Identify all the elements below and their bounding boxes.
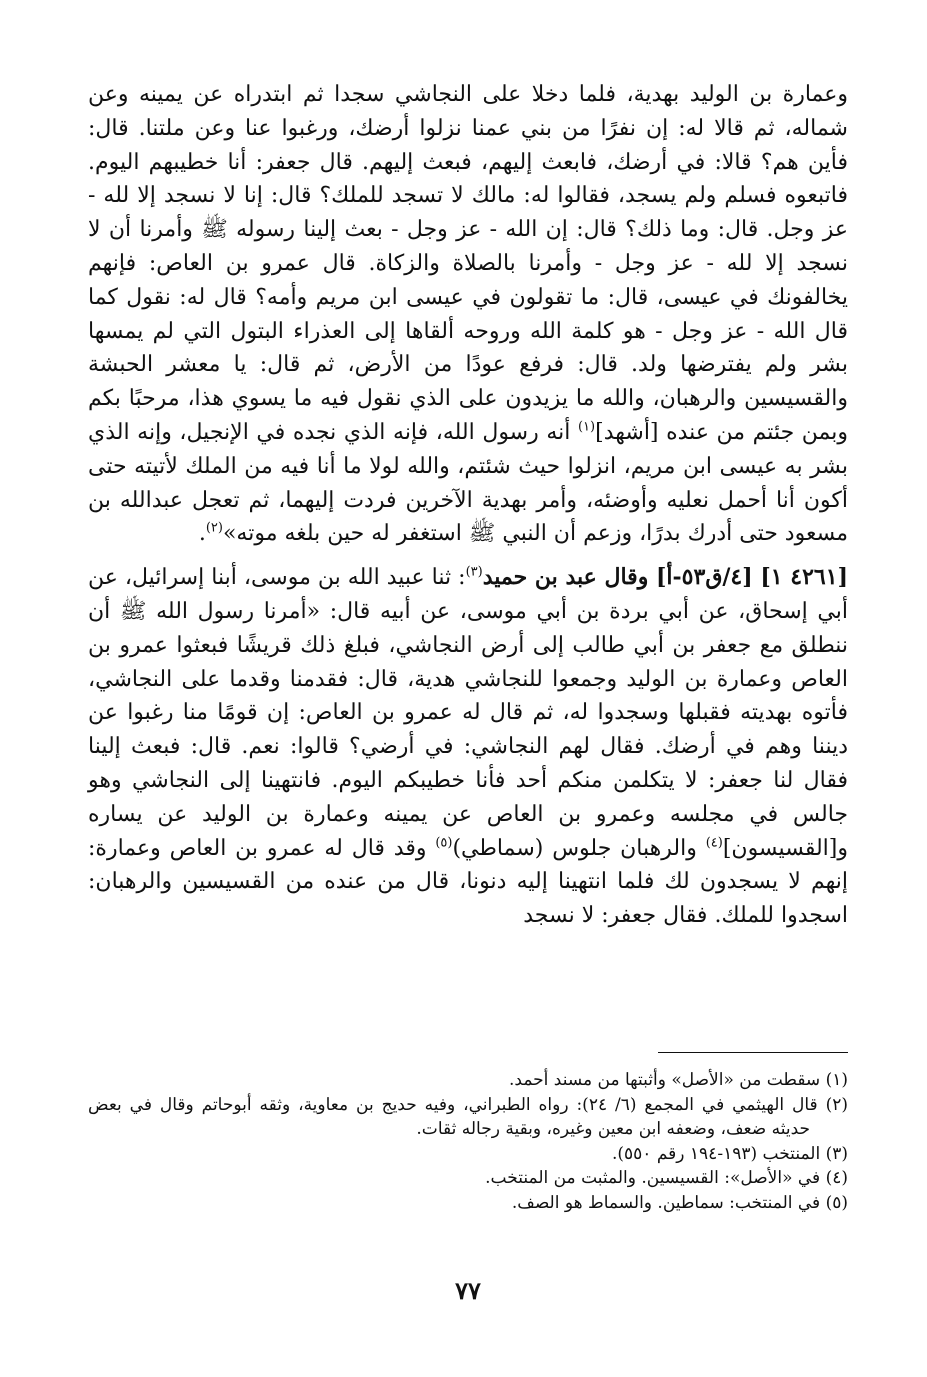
footnotes	[88, 1068, 848, 1215]
page-number: ٧٧	[455, 1276, 481, 1305]
footnote-marker-3: (٣)	[465, 564, 483, 580]
footnote-1: (١) سقطت من «الأصل» وأثبتها من مسند أحمد.	[509, 1070, 848, 1090]
document-page	[88, 78, 848, 1358]
footnote-marker-2: (٢)	[205, 521, 223, 537]
paragraph-2-text-c: وقد قال له عمرو بن العاص وعمارة: إنهم لا يسجدون لك فلما انتهينا إليه دنونا، قال من عنده من القسيسين والرهبان: اسجدوا للملك. فقال جعفر: لا نسجد	[88, 835, 848, 929]
footnote-marker-1: (١)	[577, 419, 596, 435]
paragraph-2	[88, 561, 848, 933]
main-text	[88, 78, 848, 933]
paragraph-1-text-b: أنه رسول الله، فإنه الذي نجده في الإنجيل، وإنه الذي بشر به عيسى ابن مريم، انزلوا حيث شئتم، والله لولا ما أنا فيه من الملك لأتيته حتى أكون أنا أحمل نعليه وأوضئه، وأمر بهدية الآخرين فردت إليهما، ثم تعجل عبدالله بن مسعود حتى أدرك بدرًا، وزعم أن النبي ﷺ استغفر له حين بلغه موته»	[88, 419, 848, 547]
paragraph-1-text-c: .	[198, 521, 206, 547]
footnote-3: (٣) المنتخب (١٩٣-١٩٤ رقم ٥٥٠).	[612, 1143, 848, 1164]
footnote-marker-4: (٤)	[705, 835, 723, 851]
paragraph-2-text-b: والرهبان جلوس (سماطي)	[452, 835, 706, 861]
hadith-reference: [٤٢٦١ ١] [٤/ق٥٣-أ] وقال عبد بن حميد	[482, 564, 848, 591]
footnote-4: (٤) في «الأصل»: القسيسين. والمثبت من المنتخب.	[485, 1168, 848, 1188]
footnote-divider	[658, 1052, 848, 1053]
footnote-2: (٢) قال الهيثمي في المجمع (٦/ ٢٤): رواه الطبراني، وفيه حديج بن معاوية، وثقه أبوحاتم وقال في بعض حديثه ضعف، وضعفه ابن معين وغيره، وبقية رجاله ثقات.	[88, 1094, 848, 1139]
paragraph-2-text-a: : ثنا عبيد الله بن موسى، أبنا إسرائيل، عن أبي إسحاق، عن أبي بردة بن أبي موسى، عن أبيه قال: «أمرنا رسول الله ﷺ أن ننطلق مع جعفر بن أبي طالب إلى أرض النجاشي، فبلغ ذلك قريشًا فبعثوا عمرو بن العاص وعمارة بن الوليد وجمعوا للنجاشي هدية، قال: فقدمنا وقدما على النجاشي، فأتوه بهديته فقبلها وسجدوا له، ثم قال له عمرو بن العاص: إن قومًا منا رغبوا عن ديننا وهم في أرضك. فقال لهم النجاشي: في أرضي؟ قالوا: نعم. قال: فبعث إلينا فقال لنا جعفر: لا يتكلمن منكم أحد فأنا خطيبكم اليوم. فانتهينا إلى النجاشي وهو جالس في مجلسه وعمرو بن العاص عن يمينه وعمارة بن الوليد عن يساره و[القسيسون]	[88, 565, 849, 861]
paragraph-1-text-a: وعمارة بن الوليد بهدية، فلما دخلا على النجاشي سجدا ثم ابتدراه عن يمينه وعن شماله، ثم قالا له: إن نفرًا من بني عمنا نزلوا أرضك، ورغبوا عنا وعن ملتنا. قال: فأين هم؟ قالا: في أرضك، فابعث إليهم، فبعث إليهم. قال جعفر: أنا خطيبهم اليوم. فاتبعوه فسلم ولم يسجد، فقالوا له: مالك لا تسجد للملك؟ قال: إنا لا نسجد إلا لله - عز وجل. قال: وما ذلك؟ قال: إن الله - عز وجل - بعث إلينا رسوله ﷺ وأمرنا أن لا نسجد إلا لله - عز وجل - وأمرنا بالصلاة والزكاة. قال عمرو بن العاص: فإنهم يخالفونك في عيسى، قال: ما تقولون في عيسى ابن مريم وأمه؟ قال له: نقول كما قال الله - عز وجل - هو كلمة الله وروحه ألقاها إلى العذراء البتول التي لم يمسها بشر ولم يفترضها ولد. قال: فرفع عودًا من الأرض، ثم قال: يا معشر الحبشة والقسيسين والرهبان، والله ما يزيدون على الذي نقول فيه ما يسوي هذا، مرحبًا بكم وبمن جئتم من عنده [أشهد]	[88, 82, 848, 445]
paragraph-1	[88, 78, 848, 551]
footnote-marker-5: (٥)	[435, 835, 453, 851]
footnote-5: (٥) في المنتخب: سماطين. والسماط هو الصف.	[511, 1192, 848, 1213]
